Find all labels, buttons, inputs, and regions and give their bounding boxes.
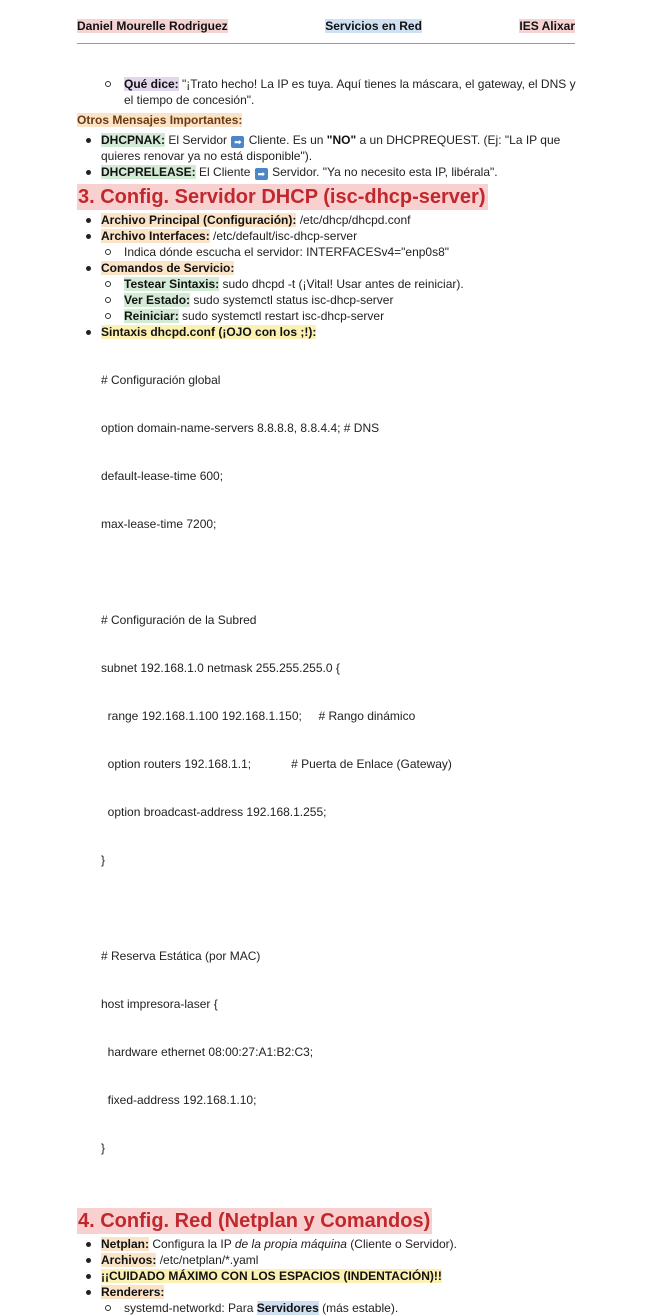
archivo-principal-label: Archivo Principal (Configuración): — [101, 213, 297, 227]
dhcpd-conf-code-block — [77, 340, 582, 1188]
dhcpnak-text-1: El Servidor — [168, 133, 228, 147]
code-line: max-lease-time 7200; — [101, 517, 217, 531]
archivos-value: /etc/netplan/*.yaml — [159, 1253, 259, 1267]
archivo-interfaces-item — [77, 228, 582, 244]
arrow-right-icon: ➡ — [255, 168, 268, 180]
code-line — [101, 564, 582, 580]
dhcprelease-item — [77, 164, 582, 180]
sintaxis-label: Sintaxis dhcpd.conf (¡OJO con los ;!): — [101, 325, 317, 339]
code-line: host impresora-laser { — [101, 997, 218, 1011]
section-3-heading-line — [77, 184, 582, 210]
que-dice-label: Qué dice: — [124, 77, 179, 91]
header-author: Daniel Mourelle Rodriguez — [77, 19, 228, 33]
archivo-interfaces-label: Archivo Interfaces: — [101, 229, 210, 243]
ver-estado-label: Ver Estado: — [124, 293, 191, 307]
code-line: option broadcast-address 192.168.1.255; — [101, 805, 327, 819]
testear-label: Testear Sintaxis: — [124, 277, 220, 291]
ver-estado-item — [77, 292, 582, 308]
reiniciar-label: Reiniciar: — [124, 309, 179, 323]
reiniciar-value: sudo systemctl restart isc-dhcp-server — [182, 309, 385, 323]
testear-value: sudo dhcpd -t (¡Vital! Usar antes de reiniciar). — [222, 277, 464, 291]
reiniciar-item — [77, 308, 582, 324]
code-line: option routers 192.168.1.1; # Puerta de Enlace (Gateway) — [101, 757, 452, 771]
sintaxis-item — [77, 324, 582, 340]
header-subject: Servicios en Red — [325, 19, 422, 33]
que-dice-item — [77, 76, 582, 108]
document-body — [77, 76, 582, 1316]
interfaces-note-item — [77, 244, 582, 260]
code-line: fixed-address 192.168.1.10; — [101, 1093, 257, 1107]
code-line: # Configuración de la Subred — [101, 613, 257, 627]
que-dice-text: "¡Trato hecho! La IP es tuya. Aquí tienes la máscara, el gateway, el DNS y el tiempo de concesión". — [124, 77, 576, 107]
archivo-principal-value: /etc/dhcp/dhcpd.conf — [299, 213, 411, 227]
cuidado-warning: ¡¡CUIDADO MÁXIMO CON LOS ESPACIOS (INDENTACIÓN)!! — [101, 1269, 442, 1283]
comandos-item — [77, 260, 582, 276]
code-line: default-lease-time 600; — [101, 469, 224, 483]
ver-estado-value: sudo systemctl status isc-dhcp-server — [193, 293, 394, 307]
testear-item — [77, 276, 582, 292]
netplan-italic: de la propia máquina — [234, 1237, 347, 1251]
archivo-principal-item — [77, 212, 582, 228]
networkd-text-1: systemd-networkd: Para — [124, 1301, 254, 1315]
comandos-label: Comandos de Servicio: — [101, 261, 235, 275]
dhcpnak-text-2: Cliente. Es un — [248, 133, 324, 147]
dhcprelease-label: DHCPRELEASE: — [101, 165, 196, 179]
renderers-item — [77, 1284, 582, 1300]
section-4-heading-line — [77, 1208, 582, 1234]
archivo-interfaces-value: /etc/default/isc-dhcp-server — [213, 229, 358, 243]
section-3-heading: 3. Config. Servidor DHCP (isc-dhcp-server) — [78, 186, 486, 208]
dhcpnak-item — [77, 132, 582, 164]
networkd-item — [77, 1300, 582, 1316]
code-line: hardware ethernet 08:00:27:A1:B2:C3; — [101, 1045, 314, 1059]
dhcprelease-text-2: Servidor. "Ya no necesito esta IP, libérala". — [272, 165, 498, 179]
dhcpnak-label: DHCPNAK: — [101, 133, 165, 147]
code-line: # Reserva Estática (por MAC) — [101, 949, 261, 963]
code-line: } — [101, 1141, 106, 1155]
section-4-heading: 4. Config. Red (Netplan y Comandos) — [78, 1210, 431, 1232]
archivos-item — [77, 1252, 582, 1268]
header-school: IES Alixar — [519, 19, 575, 33]
code-line: option domain-name-servers 8.8.8.8, 8.8.4.4; # DNS — [101, 421, 380, 435]
netplan-text-1: Configura la IP — [152, 1237, 232, 1251]
code-line: subnet 192.168.1.0 netmask 255.255.255.0 { — [101, 661, 340, 675]
page-header — [77, 18, 575, 34]
dhcpnak-text-3: a un DHCPREQUEST. (Ej: "La IP que quieres renovar ya no está disponible"). — [101, 133, 561, 163]
dhcprelease-text-1: El Cliente — [199, 165, 251, 179]
netplan-label: Netplan: — [101, 1237, 149, 1251]
code-line: } — [101, 853, 106, 867]
header-divider — [77, 43, 575, 44]
code-line — [101, 900, 582, 916]
interfaces-note: Indica dónde escucha el servidor: INTERFACESv4="enp0s8" — [124, 245, 450, 259]
code-line: range 192.168.1.100 192.168.1.150; # Rango dinámico — [101, 709, 416, 723]
renderers-label: Renderers: — [101, 1285, 165, 1299]
otros-title-line — [77, 112, 582, 128]
networkd-servidores: Servidores — [256, 1301, 319, 1315]
otros-title: Otros Mensajes Importantes: — [77, 113, 243, 127]
networkd-text-2: (más estable). — [322, 1301, 399, 1315]
archivos-label: Archivos: — [101, 1253, 157, 1267]
code-line: # Configuración global — [101, 373, 221, 387]
arrow-right-icon: ➡ — [231, 136, 244, 148]
dhcpnak-no: "NO" — [326, 133, 357, 147]
cuidado-item — [77, 1268, 582, 1284]
netplan-item — [77, 1236, 582, 1252]
netplan-text-2: (Cliente o Servidor). — [350, 1237, 457, 1251]
